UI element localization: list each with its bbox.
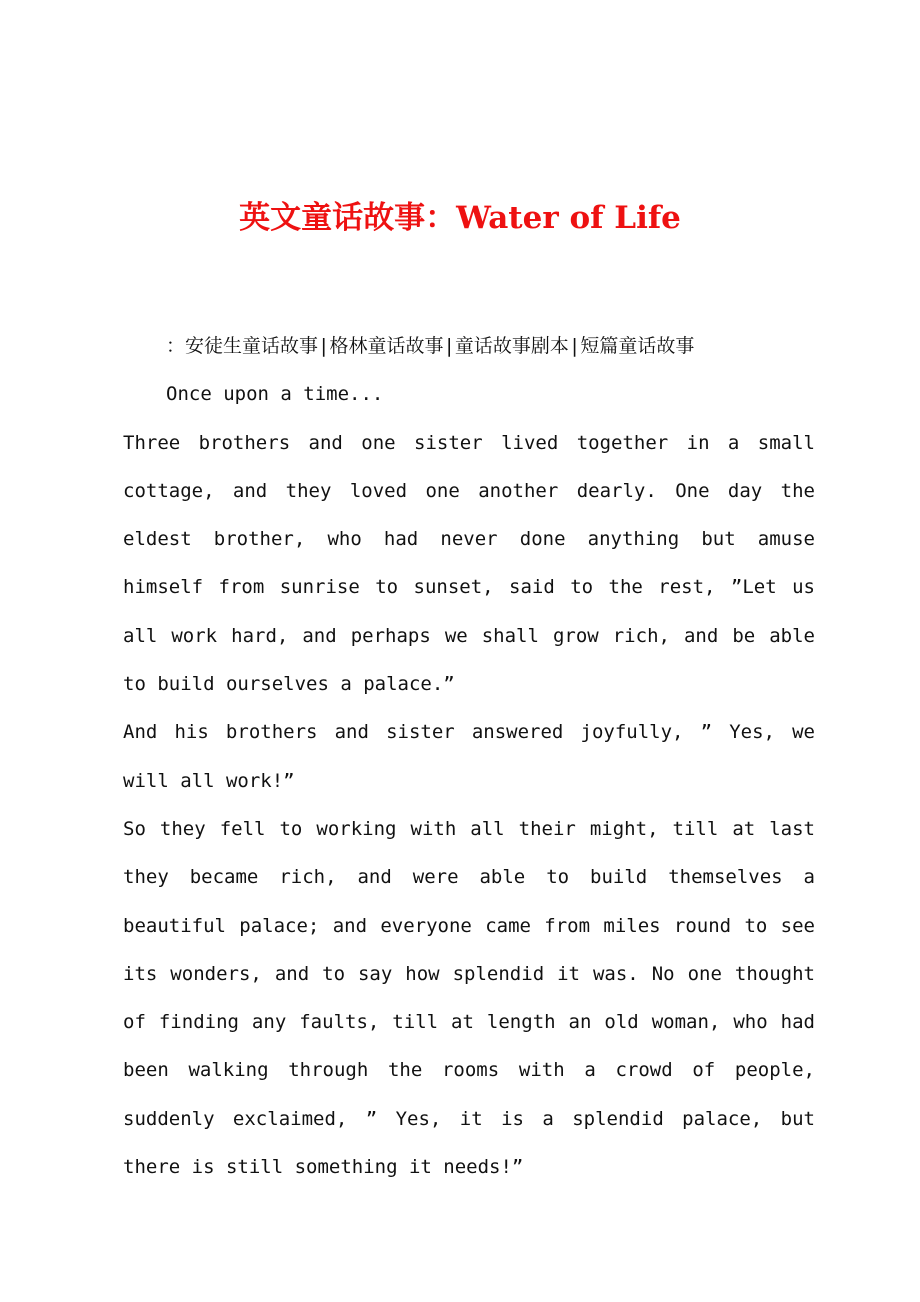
paragraph: So they fell to working with all their might, till at last they became rich, and were able to build themselves a beautiful palace; and everyone came from miles round to see its wonders, and to say how splendid it was. No one thought of finding any faults, till at length an old woman, who had been walking through the rooms with a crowd of people, suddenly exclaimed, ” Yes, it is a splendid palace, but there is still something it needs!”	[123, 817, 815, 1179]
document-body	[123, 322, 815, 1191]
paragraph: Three brothers and one sister lived together in a small cottage, and they loved one another dearly. One day the eldest brother, who had never done anything but amuse himself from sunrise to sunset, said to the rest, ”Let us all work hard, and perhaps we shall grow rich, and be able to build ourselves a palace.”	[123, 431, 815, 696]
document-title: 英文童话故事：Water of Life	[239, 200, 681, 236]
paragraph: And his brothers and sister answered joyfully, ” Yes, we will all work!”	[123, 721, 815, 792]
paragraph-opening: Once upon a time...	[166, 383, 384, 406]
related-links-line: ：安徒生童话故事|格林童话故事|童话故事剧本|短篇童话故事	[166, 335, 695, 357]
